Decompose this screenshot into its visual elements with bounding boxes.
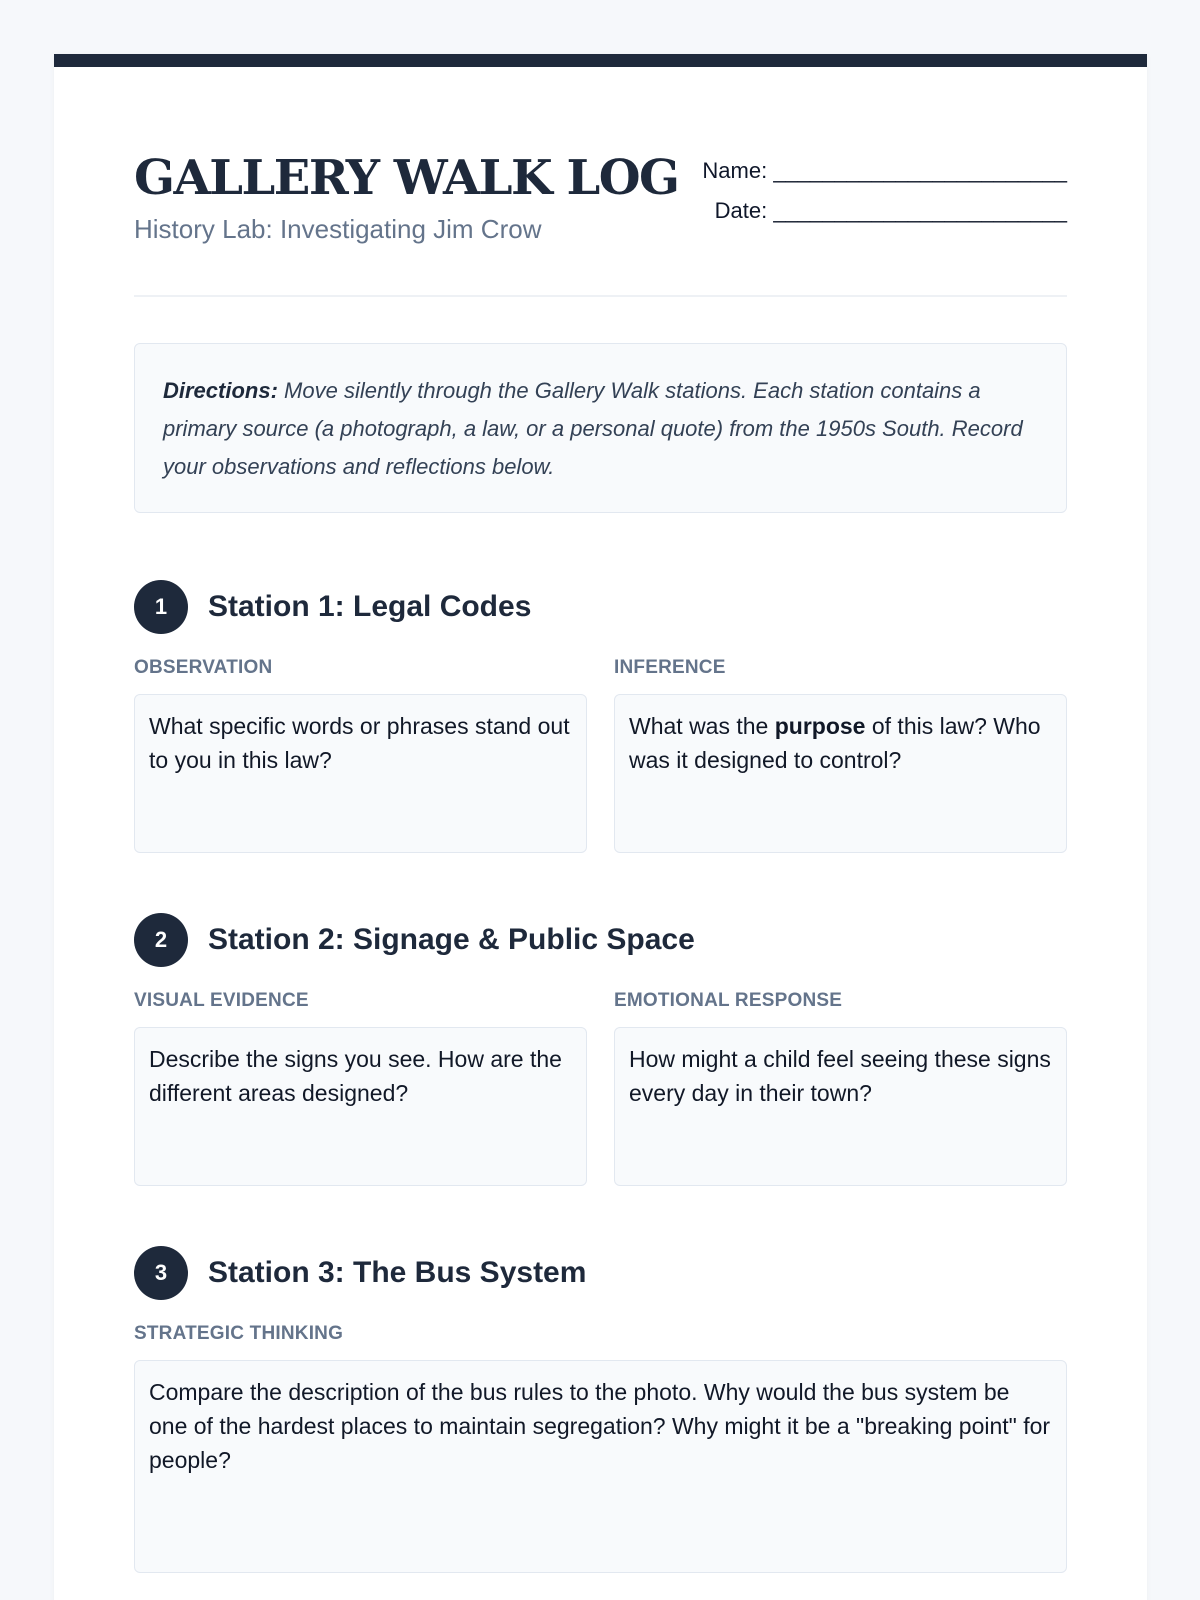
observation-response-box[interactable] [134, 694, 587, 853]
station-2-visual-evidence [134, 987, 587, 1186]
station-1-title: Station 1: Legal Codes [208, 590, 532, 623]
strategic-thinking-prompt: Compare the description of the bus rules to the photo. Why would the bus system be one of the hardest places to maintain segregation? Why might it be a "breaking point" for people? [149, 1379, 1051, 1473]
visual-evidence-prompt: Describe the signs you see. How are the different areas designed? [149, 1046, 562, 1106]
emotional-response-label: EMOTIONAL RESPONSE [614, 990, 843, 1011]
station-2 [134, 913, 1067, 1106]
worksheet-page [54, 54, 1147, 1600]
station-1 [134, 580, 1067, 773]
observation-prompt: What specific words or phrases stand out to you in this law? [149, 713, 570, 773]
worksheet-content [134, 67, 1067, 1473]
directions-lead: Directions: [163, 378, 278, 403]
page-title: GALLERY WALK LOG [134, 150, 679, 206]
student-info [702, 151, 1067, 231]
date-blank[interactable]: ________________________ [773, 198, 1067, 223]
worksheet-header [134, 67, 1067, 297]
station-2-emotional-response [614, 987, 1067, 1186]
station-3-title: Station 3: The Bus System [208, 1256, 587, 1289]
station-3-strategic-thinking [134, 1320, 1067, 1573]
station-3-header [134, 1246, 1067, 1300]
observation-label: OBSERVATION [134, 657, 273, 678]
name-blank[interactable]: ________________________ [773, 158, 1067, 183]
station-1-observation [134, 654, 587, 853]
emotional-response-box[interactable] [614, 1027, 1067, 1186]
station-1-number-badge: 1 [134, 580, 188, 634]
inference-label: INFERENCE [614, 657, 726, 678]
directions-box [134, 343, 1067, 513]
inference-prompt-emphasis: purpose [774, 713, 866, 739]
inference-prompt-end: of this law? Who was it designed to control? [629, 713, 1041, 773]
name-label: Name: [702, 158, 768, 183]
strategic-thinking-label: STRATEGIC THINKING [134, 1323, 344, 1344]
visual-evidence-label: VISUAL EVIDENCE [134, 990, 309, 1011]
strategic-thinking-response-box[interactable] [134, 1360, 1067, 1573]
inference-prompt-start: What was the [629, 713, 775, 739]
station-2-number-badge: 2 [134, 913, 188, 967]
emotional-response-prompt: How might a child feel seeing these signs every day in their town? [629, 1046, 1051, 1106]
inference-response-box[interactable] [614, 694, 1067, 853]
station-3 [134, 1246, 1067, 1473]
name-row [702, 151, 1067, 191]
visual-evidence-response-box[interactable] [134, 1027, 587, 1186]
station-1-inference [614, 654, 1067, 853]
date-row [702, 191, 1067, 231]
directions-text: Move silently through the Gallery Walk stations. Each station contains a primary source (a photograph, a law, or a personal quote) from the 1950s South. Record your observations and reflections below. [163, 378, 1023, 479]
page-subtitle: History Lab: Investigating Jim Crow [134, 214, 542, 244]
station-2-title: Station 2: Signage & Public Space [208, 923, 695, 956]
date-label: Date: [714, 198, 768, 223]
station-1-header [134, 580, 1067, 634]
station-2-header [134, 913, 1067, 967]
station-3-number-badge: 3 [134, 1246, 188, 1300]
